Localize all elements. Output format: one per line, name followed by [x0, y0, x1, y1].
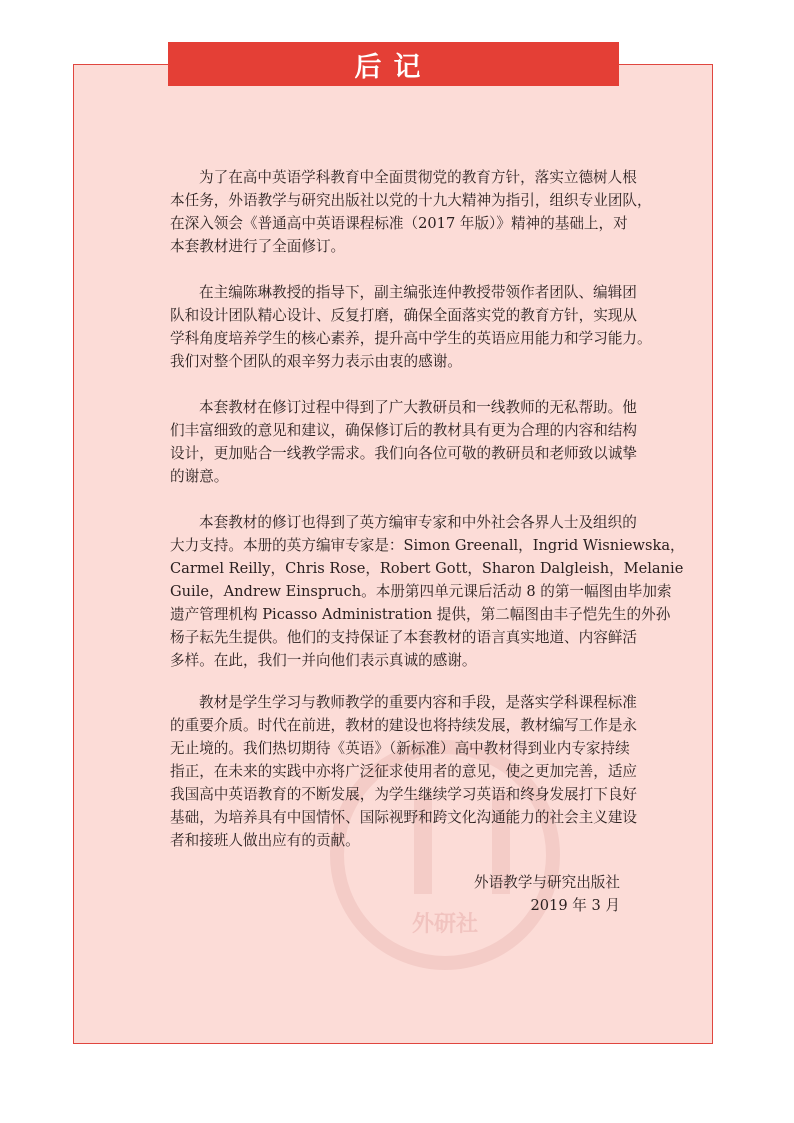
text-line: 杨子耘先生提供。他们的支持保证了本套教材的语言真实地道、内容鲜活 [170, 629, 638, 646]
text-line: 者和接班人做出应有的贡献。 [170, 832, 360, 849]
text-line: 在深入领会《普通高中英语课程标准（2017 年版）》精神的基础上，对 [170, 215, 628, 232]
paragraph [170, 396, 638, 488]
paragraph [170, 511, 685, 672]
text-line: 在主编陈琳教授的指导下，副主编张连仲教授带领作者团队、编辑团 [199, 284, 637, 301]
text-line: 本套教材在修订过程中得到了广大教研员和一线教师的无私帮助。他 [199, 399, 637, 416]
text-line: Carmel Reilly，Chris Rose，Robert Gott，Sharon Dalgleish，Melanie [170, 560, 684, 577]
paragraph [170, 166, 652, 258]
text-line: 们丰富细致的意见和建议，确保修订后的教材具有更为合理的内容和结构 [170, 422, 638, 439]
text-line: 遗产管理机构 Picasso Administration 提供，第二幅图由丰子恺先生的外孙 [170, 606, 671, 623]
text-line: 的重要介质。时代在前进，教材的建设也将持续发展，教材编写工作是永 [170, 717, 638, 734]
text-line: 指正，在未来的实践中亦将广泛征求使用者的意见，使之更加完善，适应 [170, 763, 638, 780]
seal-text: 外研社 [411, 912, 478, 937]
text-line: Guile，Andrew Einspruch。本册第四单元课后活动 8 的第一幅图由毕加索 [170, 583, 672, 600]
text-line: 教材是学生学习与教师教学的重要内容和手段，是落实学科课程标准 [199, 694, 637, 711]
text-line: 基础，为培养具有中国情怀、国际视野和跨文化沟通能力的社会主义建设 [170, 809, 638, 826]
text-line: 大力支持。本册的英方编审专家是：Simon Greenall，Ingrid Wisniewska， [170, 537, 685, 554]
text-line: 多样。在此，我们一并向他们表示真诚的感谢。 [170, 652, 477, 669]
page-title: 后记 [168, 42, 619, 86]
paragraph [170, 281, 652, 373]
text-line: 无止境的。我们热切期待《英语》（新标准）高中教材得到业内专家持续 [170, 740, 630, 757]
text-line: 的谢意。 [170, 468, 229, 485]
paragraph [170, 691, 638, 852]
afterword-body [170, 166, 685, 875]
signature-date: 2019 年 3 月 [530, 897, 620, 914]
text-line: 本套教材的修订也得到了英方编审专家和中外社会各界人士及组织的 [199, 514, 637, 531]
text-line: 本套教材进行了全面修订。 [170, 238, 346, 255]
text-line: 我国高中英语教育的不断发展，为学生继续学习英语和终身发展打下良好 [170, 786, 638, 803]
text-line: 为了在高中英语学科教育中全面贯彻党的教育方针，落实立德树人根 [199, 169, 637, 186]
text-line: 队和设计团队精心设计、反复打磨，确保全面落实党的教育方针，实现从 [170, 307, 638, 324]
signature-publisher: 外语教学与研究出版社 [474, 874, 620, 891]
text-line: 我们对整个团队的艰辛努力表示由衷的感谢。 [170, 353, 462, 370]
text-line: 设计，更加贴合一线教学需求。我们向各位可敬的教研员和老师致以诚挚 [170, 445, 638, 462]
text-line: 本任务，外语教学与研究出版社以党的十九大精神为指引，组织专业团队， [170, 192, 652, 209]
text-line: 学科角度培养学生的核心素养，提升高中学生的英语应用能力和学习能力。 [170, 330, 652, 347]
